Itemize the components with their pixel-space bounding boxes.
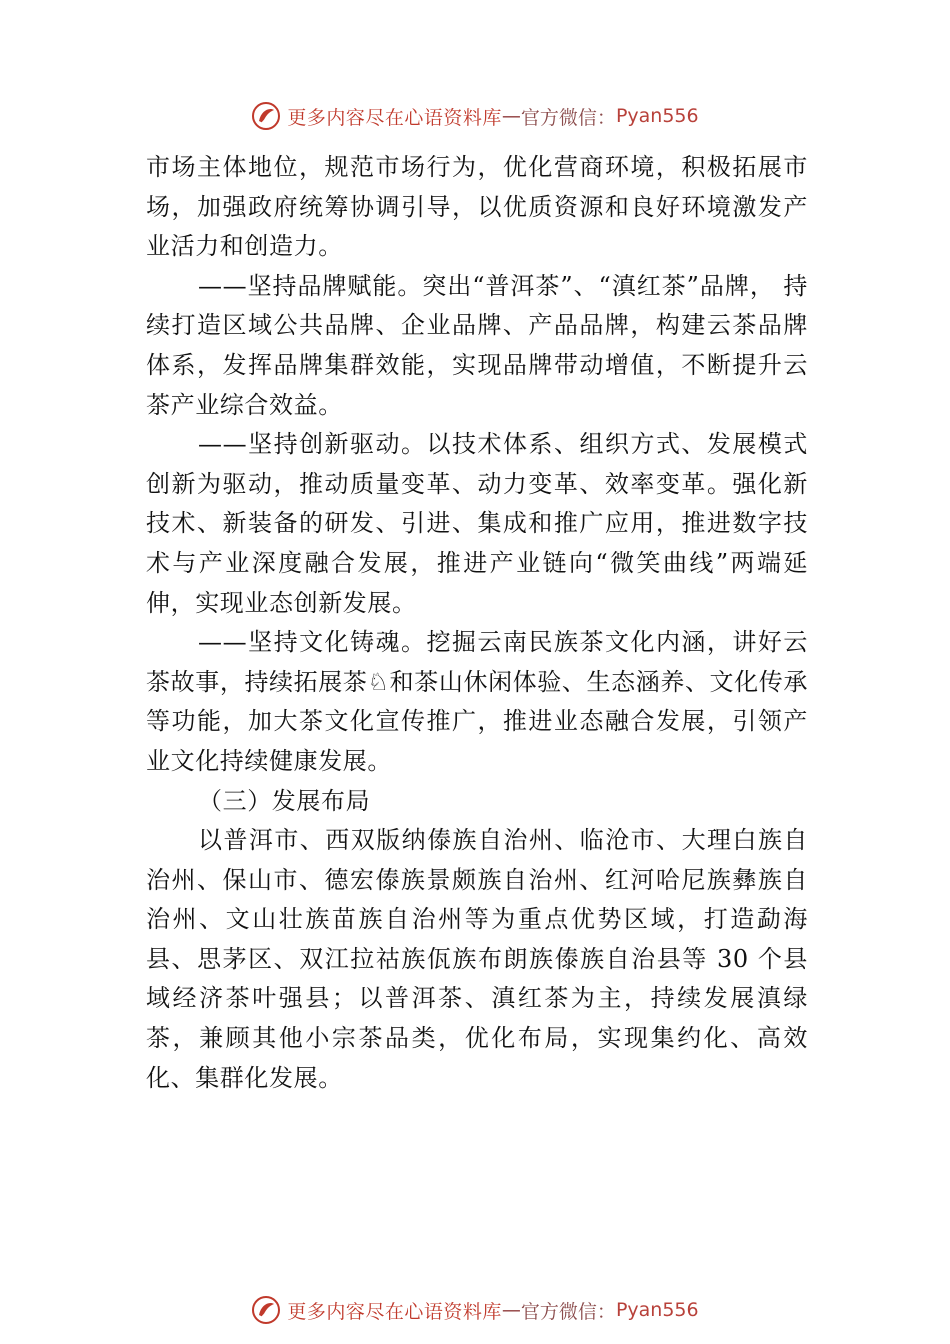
paragraph-layout: 以普洱市、西双版纳傣族自治州、临沧市、大理白族自治州、保山市、德宏傣族景颇族自治州、红河哈尼族彝族自治州、文山壮族苗族自治州等为重点优势区域，打造勐海县、思茅区、双江拉祜族佤族布朗族傣族自治县等 30 个县域经济茶叶强县；以普洱茶、滇红茶为主，持续发展滇绿茶，兼顾其他小宗茶品类，优化布局，实现集约化、高效化、集群化发展。 [146, 826, 808, 1092]
site-slogan: 更多内容尽在心语资料库 [287, 106, 502, 129]
wechat-id: Pyan556 [615, 1299, 699, 1321]
paragraph-culture: ——坚持文化铸魂。挖掘云南民族茶文化内涵，讲好云茶故事，持续拓展茶♘和茶山休闲体验、生态涵养、文化传承等功能，加大茶文化宣传推广，推进业态融合发展，引领产业文化持续健康发展。 [146, 628, 808, 775]
footer-watermark [0, 1290, 950, 1330]
header-watermark [0, 96, 950, 136]
wechat-label: 官方微信： [520, 1300, 616, 1323]
site-slogan: 更多内容尽在心语资料库 [287, 1300, 502, 1323]
wechat-label: 官方微信： [520, 106, 616, 129]
paragraph-1: 市场主体地位，规范市场行为，优化营商环境，积极拓展市场，加强政府统筹协调引导，以优质资源和良好环境激发产业活力和创造力。 [146, 153, 808, 261]
separator: — [501, 105, 521, 127]
paragraph-brand: ——坚持品牌赋能。突出“普洱茶”、“滇红茶”品牌， 持续打造区域公共品牌、企业品牌、产品品牌，构建云茶品牌体系，发挥品牌集群效能，实现品牌带动增值，不断提升云茶产业综合效益。 [146, 271, 808, 419]
paragraph-innovation: ——坚持创新驱动。以技术体系、组织方式、发展模式创新为驱动，推动质量变革、动力变革、效率变革。强化新技术、新装备的研发、引进、集成和推广应用，推进数字技术与产业深度融合发展，推进产业链向“微笑曲线”两端延伸，实现业态创新发展。 [146, 430, 808, 617]
logo-icon [251, 101, 281, 131]
separator: — [501, 1299, 521, 1321]
document-body [146, 148, 808, 1098]
logo-icon [251, 1295, 281, 1325]
wechat-id: Pyan556 [615, 105, 699, 127]
section-heading: （三）发展布局 [198, 786, 371, 815]
